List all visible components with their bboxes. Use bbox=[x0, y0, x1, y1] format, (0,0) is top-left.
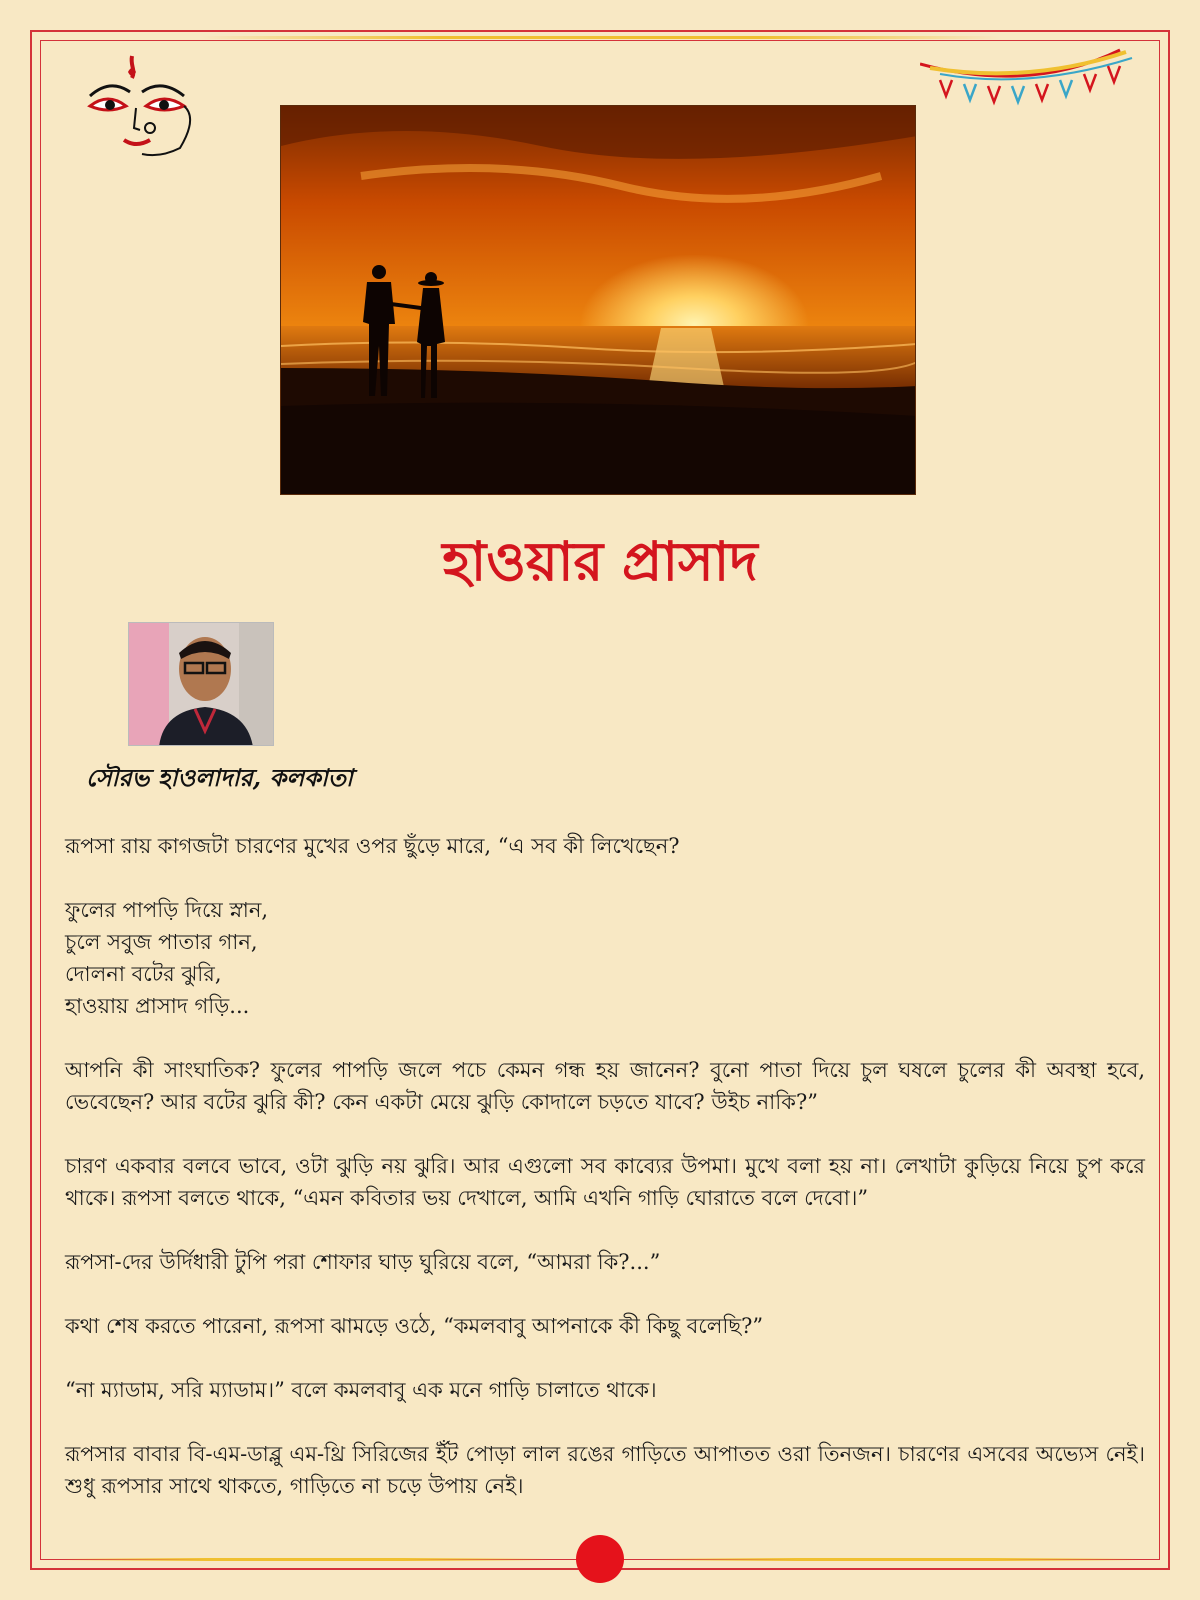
story-paragraph: রূপসা-দের উর্দিধারী টুপি পরা শোফার ঘাড় ঘুরিয়ে বলে, “আমরা কি?...” bbox=[65, 1250, 661, 1274]
story-paragraph: কথা শেষ করতে পারেনা, রূপসা ঝামড়ে ওঠে, “কমলবাবু আপনাকে কী কিছু বলেছি?” bbox=[65, 1314, 764, 1338]
story-paragraph: আপনি কী সাংঘাতিক? ফুলের পাপড়ি জলে পচে কেমন গন্ধ হয় জানেন? বুনো পাতা দিয়ে চুল ঘষলে চুলের কী অবস্থা হবে, ভেবেছেন? আর বটের ঝুরি কী? কেন একটা মেয়ে ঝুড়ি কোদালে চড়তে যাবে? উইচ নাকি?” bbox=[65, 1058, 1145, 1114]
gold-divider-top bbox=[200, 36, 1000, 39]
story-title: হাওয়ার প্রাসাদ bbox=[442, 529, 758, 593]
bunting-decoration-icon bbox=[920, 44, 1140, 114]
story-intro: রূপসা রায় কাগজটা চারণের মুখের ওপর ছুঁড়ে মারে, “এ সব কী লিখেছেন? bbox=[65, 834, 680, 858]
story-paragraph: রূপসার বাবার বি-এম-ডাব্লু এম-থ্রি সিরিজের ইঁট পোড়া লাল রঙের গাড়িতে আপাতত ওরা তিনজন। চারণের এসবের অভ্যেস নেই। শুধু রূপসার সাথে থাকতে, গাড়িতে না চড়ে উপায় নেই। bbox=[65, 1442, 1145, 1498]
durga-face-icon bbox=[80, 48, 200, 158]
poem-line: দোলনা বটের ঝুরি, bbox=[65, 962, 222, 986]
hero-sunset-image bbox=[280, 105, 916, 495]
poem-line: চুলে সবুজ পাতার গান, bbox=[65, 930, 258, 954]
gold-divider-bottom-right bbox=[650, 1558, 1140, 1561]
author-name: সৌরভ হাওলাদার, কলকাতা bbox=[86, 763, 353, 792]
story-body bbox=[65, 830, 1145, 1534]
poem-block bbox=[65, 894, 1145, 1022]
author-photo bbox=[128, 622, 274, 746]
story-paragraph: “না ম্যাডাম, সরি ম্যাডাম।” বলে কমলবাবু এক মনে গাড়ি চালাতে থাকে। bbox=[65, 1378, 657, 1402]
red-dot-ornament bbox=[576, 1535, 624, 1583]
gold-divider-bottom-left bbox=[60, 1558, 550, 1561]
story-paragraph: চারণ একবার বলবে ভাবে, ওটা ঝুড়ি নয় ঝুরি। আর এগুলো সব কাব্যের উপমা। মুখে বলা হয় না। লেখাটা কুড়িয়ে নিয়ে চুপ করে থাকে। রূপসা বলতে থাকে, “এমন কবিতার ভয় দেখালে, আমি এখনি গাড়ি ঘোরাতে বলে দেবো।” bbox=[65, 1154, 1145, 1210]
poem-line: ফুলের পাপড়ি দিয়ে স্নান, bbox=[65, 898, 269, 922]
poem-line: হাওয়ায় প্রাসাদ গড়ি... bbox=[65, 994, 250, 1018]
